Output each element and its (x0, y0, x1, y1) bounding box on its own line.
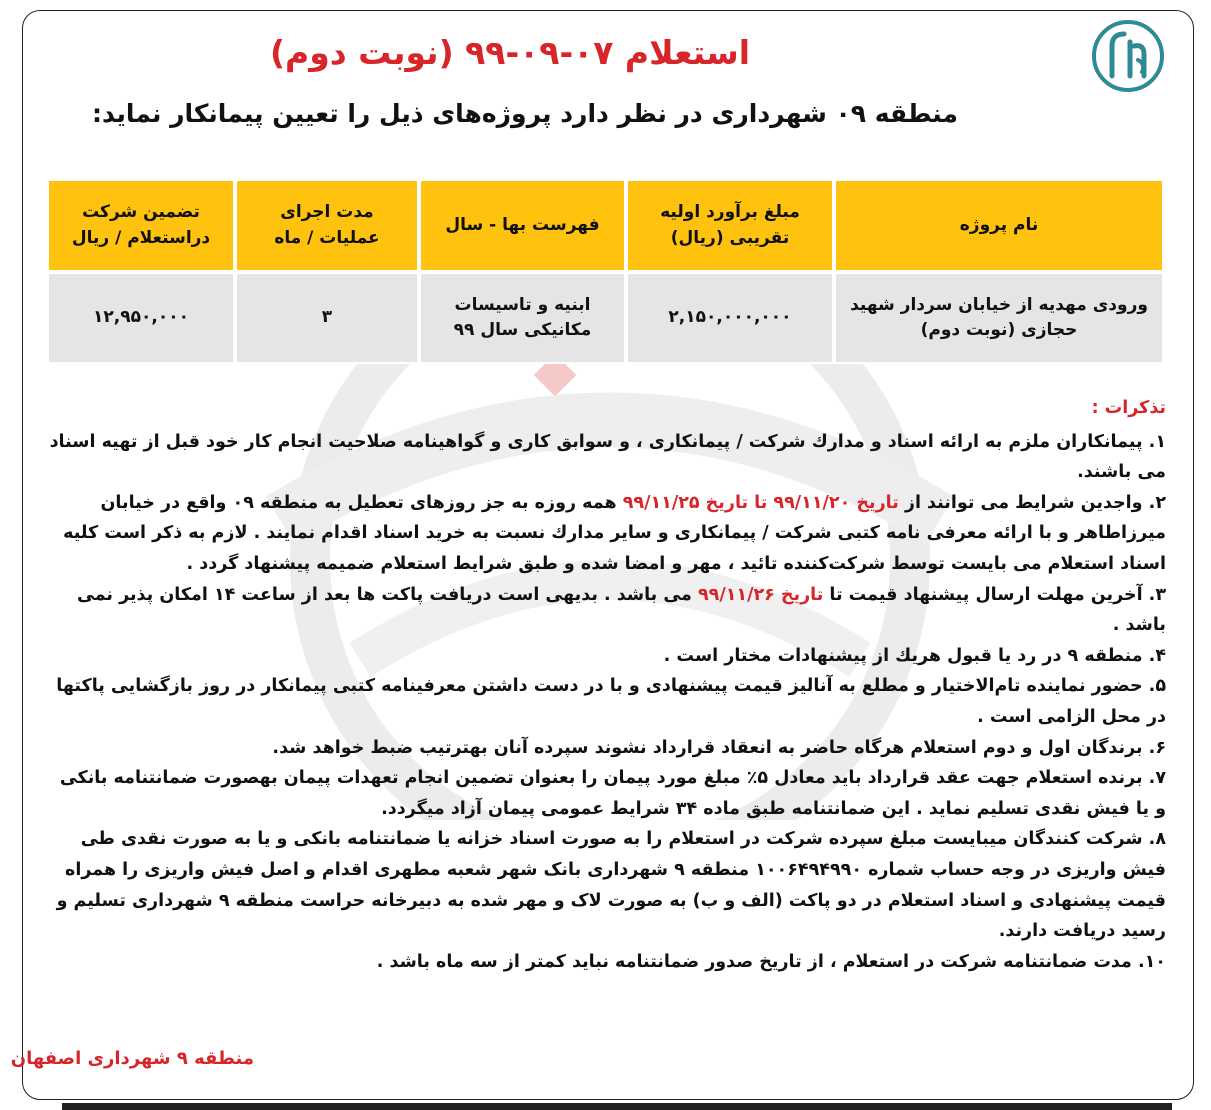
projects-table (47, 179, 1164, 364)
cell-duration: ۳ (235, 272, 419, 364)
note-2: ۲. واجدین شرایط می توانند از تاریخ ۹۹/۱۱/۲۰ تا تاریخ ۹۹/۱۱/۲۵ همه روزه به جز روزهای تعطیل به منطقه ۰۹ واقع در خیابان میرزاطاهر و با ارائه معرفی نامه کتبی شرکت / پیمانکاری و سایر مدارك نسبت به خرید اسناد اقدام نمایند . لازم به ذکر است کلیه اسناد استعلام می بایست توسط شرکت‌کننده تائید ، مهر و امضا شده و طبق شرایط استعلام ضمیمه پیشنهاد گردد . (63, 492, 1166, 574)
header-duration: مدت اجرای عملیات / ماه (235, 179, 419, 272)
header-guarantee: تضمین شرکت دراستعلام / ریال (47, 179, 235, 272)
note-4: ۴. منطقه ۹ در رد یا قبول هریك از پیشنهادات مختار است . (663, 645, 1166, 666)
note-7: ۷. برنده استعلام جهت عقد قرارداد باید معادل ۵٪ مبلغ مورد پیمان را بعنوان تضمین انجام تعهدات پیمان بهصورت ضمانتنامه بانکی و یا فیش نقدی تسلیم نماید . این ضمانتنامه طبق ماده ۳۴ شرایط عمومی پیمان آزاد میگردد. (59, 768, 1166, 819)
note-10: ۱۰. مدت ضمانتنامه شرکت در استعلام ، از تاریخ صدور ضمانتنامه نباید کمتر از سه ماه باشد . (376, 951, 1166, 972)
header-price-list: فهرست بها - سال (419, 179, 626, 272)
note-8: ۸. شرکت کنندگان میبایست مبلغ سپرده شرکت در استعلام را به صورت اسناد خزانه یا ضمانتنامه بانکی و یا به صورت نقدی طی فیش واریزی در وجه حساب شماره ۱۰۰۶۴۹۴۹۹۰ منطقه ۹ شهرداری بانک شهر شعبه مطهری اقدام و اصل فیش واریزی را همراه قیمت پیشنهادی و اسناد استعلام در دو پاکت (الف و ب) به صورت لاک و مهر شده به دبیرخانه حراست منطقه ۹ شهرداری تسلیم و رسید دریافت دارند. (56, 829, 1166, 942)
table-row (47, 272, 1164, 364)
note-2-date-range: تاریخ ۹۹/۱۱/۲۰ تا تاریخ ۹۹/۱۱/۲۵ (622, 492, 899, 513)
issuer-signature: منطقه ۹ شهرداری اصفهان (10, 1048, 254, 1069)
notes-section (46, 393, 1166, 977)
page-title: استعلام ۰۷-۰۹-۹۹ (نوبت دوم) (269, 33, 751, 72)
note-6: ۶. برندگان اول و دوم استعلام هرگاه حاضر به انعقاد قرارداد نشوند سپرده آنان بهترتیب ضبط خواهد شد. (272, 737, 1166, 758)
header-project-name: نام پروژه (834, 179, 1164, 272)
cell-guarantee: ۱۲,۹۵۰,۰۰۰ (47, 272, 235, 364)
notes-heading: تذکرات : (1091, 398, 1166, 418)
cell-estimate: ۲,۱۵۰,۰۰۰,۰۰۰ (626, 272, 834, 364)
table-header-row (47, 179, 1164, 272)
municipality-logo-icon (1090, 18, 1166, 94)
page-subtitle: منطقه ۰۹ شهرداری در نظر دارد پروژه‌های ذیل را تعیین پیمانکار نماید: (92, 99, 958, 128)
cell-price-list: ابنیه و تاسیسات مکانیکی سال ۹۹ (419, 272, 626, 364)
note-3-deadline: تاریخ ۹۹/۱۱/۲۶ (697, 584, 824, 605)
header-estimate: مبلغ برآورد اولیه تقریبی (ریال) (626, 179, 834, 272)
note-1: ۱. پیمانکاران ملزم به ارائه اسناد و مدارك شرکت / پیمانکاری ، و سوابق کاری و گواهینامه صلاحیت انجام کار خود قبل از تهیه اسناد می باشند. (49, 431, 1166, 483)
note-3: ۳. آخرین مهلت ارسال پیشنهاد قیمت تا تاریخ ۹۹/۱۱/۲۶ می باشد . بدیهی است دریافت پاکت ها بعد از ساعت ۱۴ امکان پذیر نمی باشد . (77, 584, 1166, 636)
note-5: ۵. حضور نماینده تام‌الاختیار و مطلع به آنالیز قیمت پیشنهادی و با در دست داشتن معرفینامه کتبی پیمانکار در روز بازگشایی پاکتها در محل الزامی است . (56, 676, 1166, 727)
bottom-border-strip (62, 1103, 1172, 1110)
cell-project-name: ورودی مهدیه از خیابان سردار شهید حجازی (نوبت دوم) (834, 272, 1164, 364)
